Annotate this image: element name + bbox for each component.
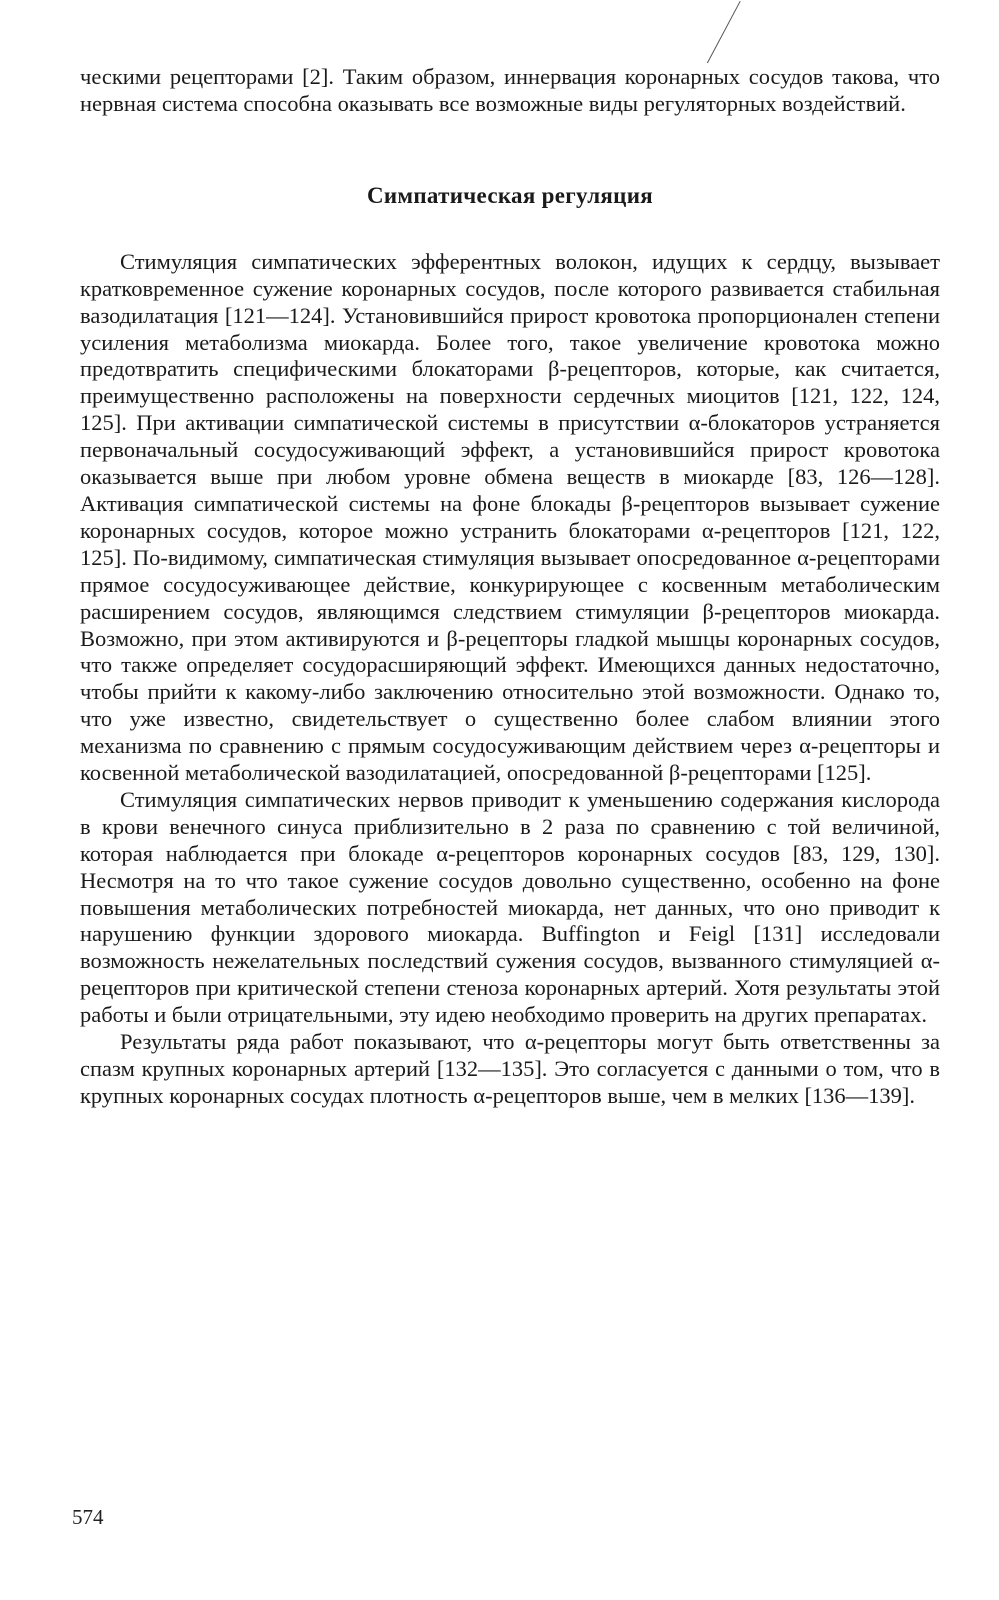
intro-paragraph: ческими рецепторами [2]. Таким образом, иннервация коронарных сосудов такова, что нервная система способна оказывать все возможные виды регуляторных воздействий. xyxy=(80,64,940,116)
body-paragraph: Стимуляция симпатических эфферентных волокон, идущих к сердцу, вызывает кратковременное сужение коронарных сосудов, после которого развивается стабильная вазодилатация [121—124]. Установившийся прирост кровотока пропорционален степени усиления метаболизма миокарда. Более того, такое увеличение кровотока можно предотвратить специфическими блокаторами β-рецепторов, которые, как считается, преимущественно расположены на поверхности сердечных миоцитов [121, 122, 124, 125]. При активации симпатической системы в присутствии α-блокаторов устраняется первоначальный сосудосуживающий эффект, а установившийся прирост кровотока оказывается выше при любом уровне обмена веществ в миокарде [83, 126—128]. Активация симпатической системы на фоне блокады β-рецепторов вызывает сужение коронарных сосудов, которое можно устранить блокаторами α-рецепторов [121, 122, 125]. По-видимому, симпатическая стимуляция вызывает опосредованное α-рецепторами прямое сосудосуживающее действие, конкурирующее с косвенным метаболическим расширением сосудов, являющимся следствием стимуляции β-рецепторов миокарда. Возможно, при этом активируются и β-рецепторы гладкой мышцы коронарных сосудов, что также определяет сосудорасширяющий эффект. Имеющихся данных недостаточно, чтобы прийти к какому-либо заключению относительно этой возможности. Однако то, что уже известно, свидетельствует о существенно более слабом влиянии этого механизма по сравнению с прямым сосудосуживающим действием через α-рецепторы и косвенной метаболической вазодилатацией, опосредованной β-рецепторами [125]. xyxy=(80,248,940,786)
page-body xyxy=(80,64,940,1110)
section-heading: Симпатическая регуляция xyxy=(366,182,654,208)
body-paragraph: Результаты ряда работ показывают, что α-рецепторы могут быть ответственны за спазм крупных коронарных артерий [132—135]. Это согласуется с данными о том, что в крупных коронарных сосудах плотность α-рецепторов выше, чем в мелких [136—139]. xyxy=(80,1029,940,1108)
scan-mark-line xyxy=(705,0,741,63)
page-number: 574 xyxy=(72,1505,104,1529)
body-paragraph: Стимуляция симпатических нервов приводит к уменьшению содержания кислорода в крови венечного синуса приблизительно в 2 раза по сравнению с той величиной, которая наблюдается при блокаде α-рецепторов коронарных сосудов [83, 129, 130]. Несмотря на то что такое сужение сосудов довольно существенно, особенно на фоне повышения метаболических потребностей миокарда, нет данных, что оно приводит к нарушению функции здорового миокарда. Buffington и Feigl [131] исследовали возможность нежелательных последствий сужения сосудов, вызванного стимуляцией α-рецепторов при критической степени стеноза коронарных артерий. Хотя результаты этой работы и были отрицательными, эту идею необходимо проверить на других препаратах. xyxy=(80,786,940,1028)
